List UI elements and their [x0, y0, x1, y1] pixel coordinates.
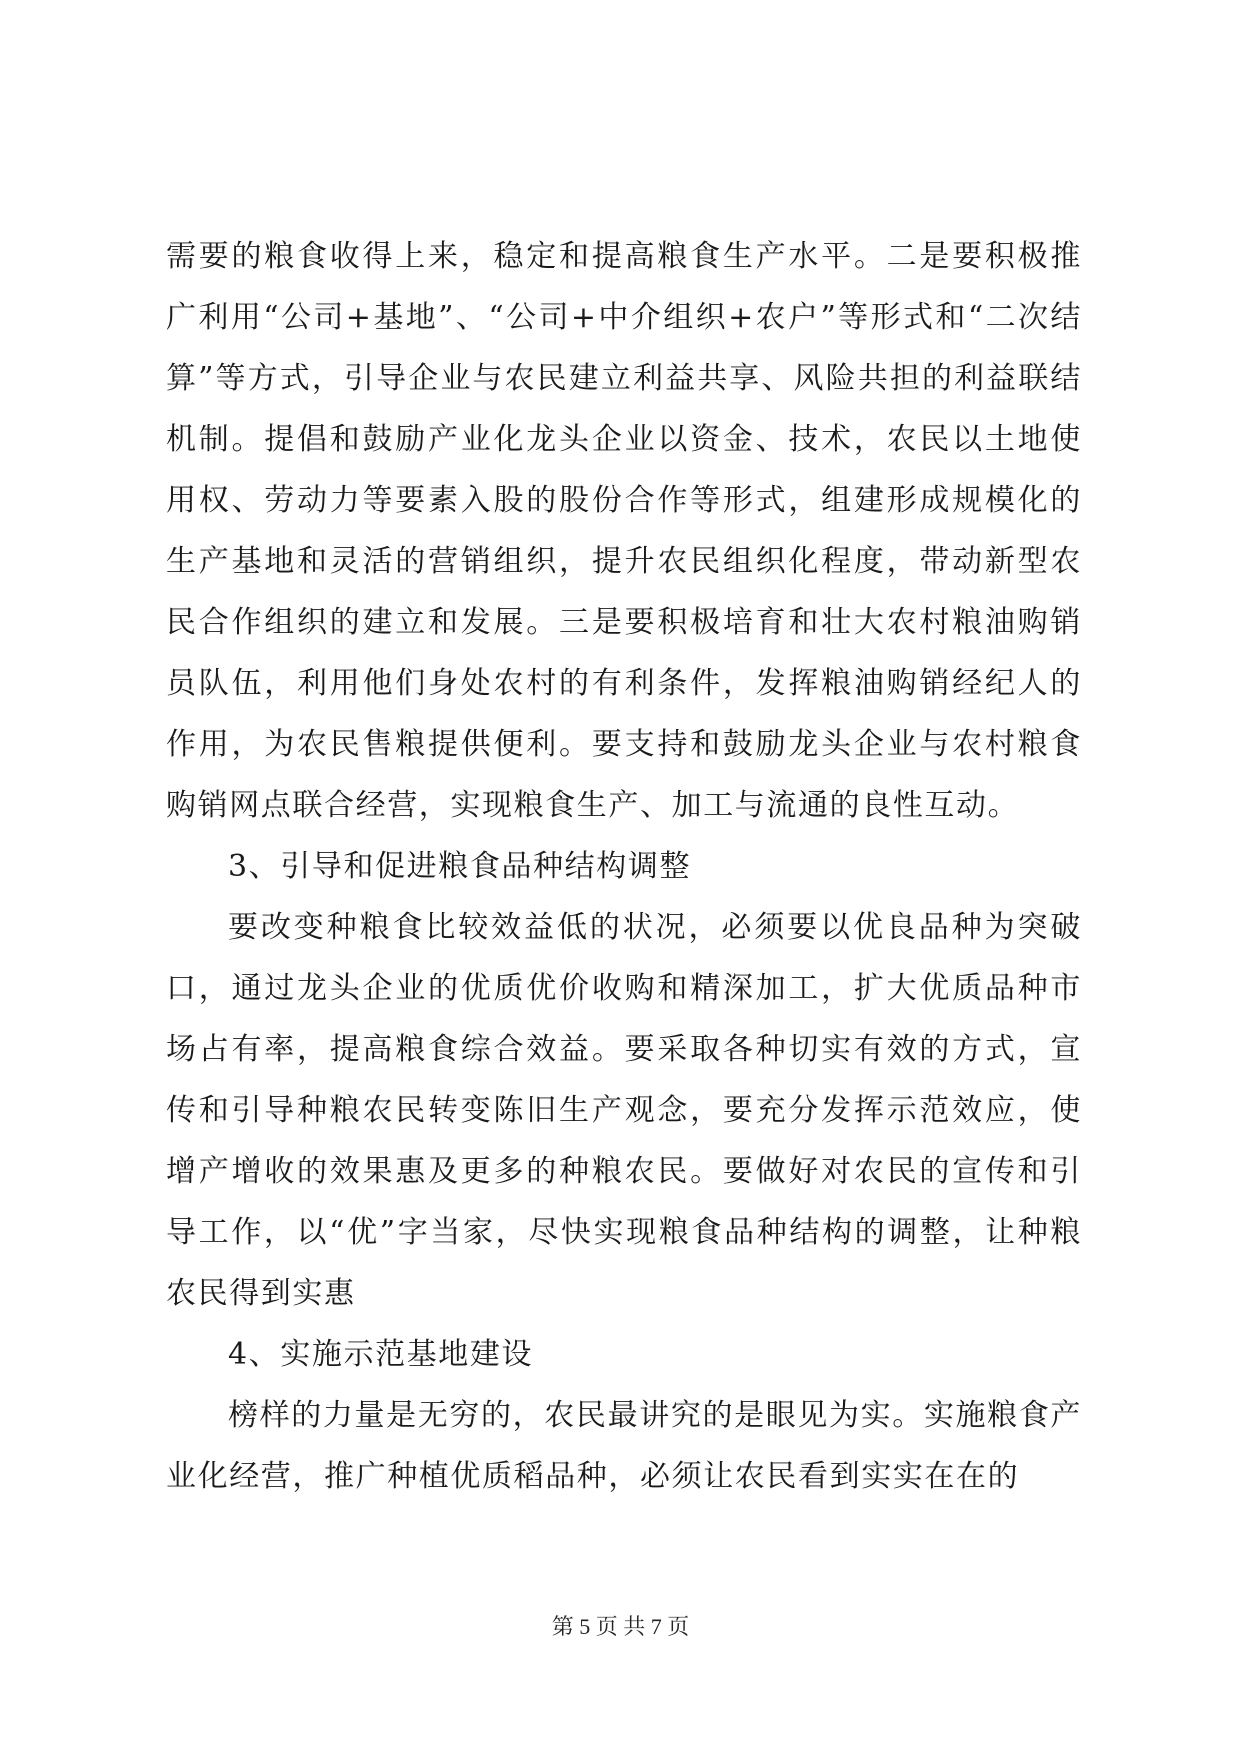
- body-paragraph: 榜样的力量是无穷的，农民最讲究的是眼见为实。实施粮食产业化经营，推广种植优质稻品种，必须让农民看到实实在在的: [166, 1398, 1082, 1494]
- body-paragraph: 要改变种粮食比较效益低的状况，必须要以优良品种为突破口，通过龙头企业的优质优价收购和精深加工，扩大优质品种市场占有率，提高粮食综合效益。要采取各种切实有效的方式，宣传和引导种粮农民转变陈旧生产观念，要充分发挥示范效应，使增产增收的效果惠及更多的种粮农民。要做好对农民的宣传和引导工作，以“优”字当家，尽快实现粮食品种结构的调整，让种粮农民得到实惠: [166, 910, 1082, 1311]
- page-number-footer: 第 5 页 共 7 页: [551, 1614, 690, 1639]
- section-heading: 3、引导和促进粮食品种结构调整: [228, 849, 692, 884]
- page-body: [166, 226, 1082, 1507]
- section-heading: 4、实施示范基地建设: [228, 1337, 534, 1372]
- body-paragraph: 需要的粮食收得上来，稳定和提高粮食生产水平。二是要积极推广利用“公司+基地”、“公司+中介组织+农户”等形式和“二次结算”等方式，引导企业与农民建立利益共享、风险共担的利益联结机制。提倡和鼓励产业化龙头企业以资金、技术，农民以土地使用权、劳动力等要素入股的股份合作等形式，组建形成规模化的生产基地和灵活的营销组织，提升农民组织化程度，带动新型农民合作组织的建立和发展。三是要积极培育和壮大农村粮油购销员队伍，利用他们身处农村的有利条件，发挥粮油购销经纪人的作用，为农民售粮提供便利。要支持和鼓励龙头企业与农村粮食购销网点联合经营，实现粮食生产、加工与流通的良性互动。: [166, 239, 1082, 823]
